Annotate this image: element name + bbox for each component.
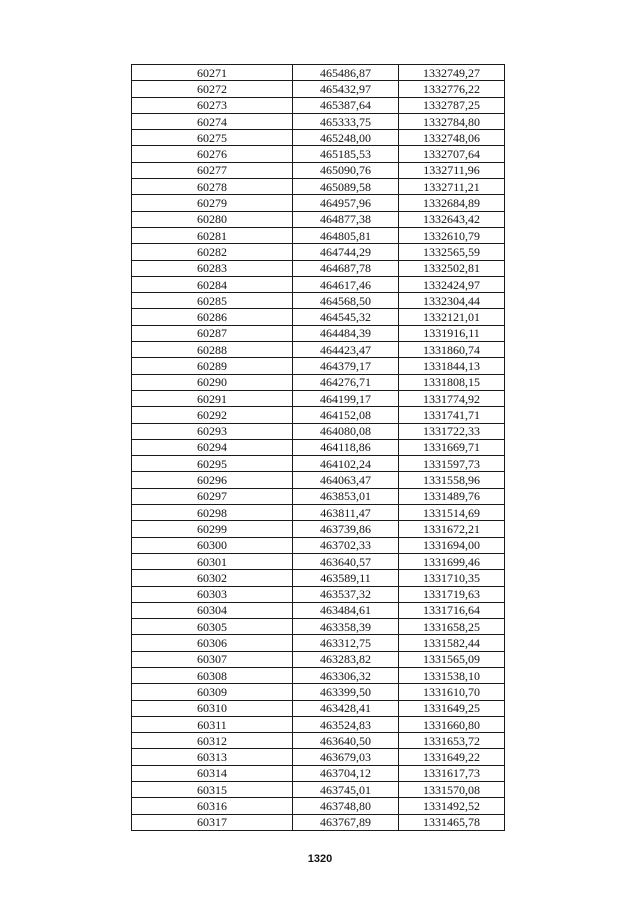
point-id-cell: 60300 bbox=[132, 537, 293, 553]
y-coordinate-cell: 1331649,25 bbox=[399, 700, 505, 716]
table-row bbox=[132, 276, 505, 292]
x-coordinate-cell: 464687,78 bbox=[293, 260, 399, 276]
table-row bbox=[132, 570, 505, 586]
x-coordinate-cell: 463312,75 bbox=[293, 635, 399, 651]
point-id-cell: 60280 bbox=[132, 211, 293, 227]
x-coordinate-cell: 465185,53 bbox=[293, 146, 399, 162]
table-row bbox=[132, 439, 505, 455]
y-coordinate-cell: 1332565,59 bbox=[399, 244, 505, 260]
y-coordinate-cell: 1331465,78 bbox=[399, 814, 505, 830]
point-id-cell: 60297 bbox=[132, 488, 293, 504]
table-row bbox=[132, 602, 505, 618]
table-row bbox=[132, 798, 505, 814]
point-id-cell: 60285 bbox=[132, 293, 293, 309]
y-coordinate-cell: 1331570,08 bbox=[399, 782, 505, 798]
x-coordinate-cell: 463428,41 bbox=[293, 700, 399, 716]
y-coordinate-cell: 1331649,22 bbox=[399, 749, 505, 765]
point-id-cell: 60311 bbox=[132, 716, 293, 732]
x-coordinate-cell: 464744,29 bbox=[293, 244, 399, 260]
y-coordinate-cell: 1331719,63 bbox=[399, 586, 505, 602]
x-coordinate-cell: 464199,17 bbox=[293, 390, 399, 406]
x-coordinate-cell: 465090,76 bbox=[293, 162, 399, 178]
table-row bbox=[132, 782, 505, 798]
point-id-cell: 60293 bbox=[132, 423, 293, 439]
x-coordinate-cell: 463306,32 bbox=[293, 667, 399, 683]
coordinates-table bbox=[131, 64, 505, 831]
table-row bbox=[132, 619, 505, 635]
x-coordinate-cell: 463358,39 bbox=[293, 619, 399, 635]
point-id-cell: 60309 bbox=[132, 684, 293, 700]
point-id-cell: 60291 bbox=[132, 390, 293, 406]
x-coordinate-cell: 465387,64 bbox=[293, 97, 399, 113]
point-id-cell: 60279 bbox=[132, 195, 293, 211]
point-id-cell: 60289 bbox=[132, 358, 293, 374]
x-coordinate-cell: 464545,32 bbox=[293, 309, 399, 325]
x-coordinate-cell: 463283,82 bbox=[293, 651, 399, 667]
y-coordinate-cell: 1331808,15 bbox=[399, 374, 505, 390]
x-coordinate-cell: 464568,50 bbox=[293, 293, 399, 309]
x-coordinate-cell: 463640,57 bbox=[293, 553, 399, 569]
table-row bbox=[132, 342, 505, 358]
y-coordinate-cell: 1332643,42 bbox=[399, 211, 505, 227]
y-coordinate-cell: 1331582,44 bbox=[399, 635, 505, 651]
table-row bbox=[132, 667, 505, 683]
point-id-cell: 60299 bbox=[132, 521, 293, 537]
table-row bbox=[132, 325, 505, 341]
y-coordinate-cell: 1332424,97 bbox=[399, 276, 505, 292]
x-coordinate-cell: 464118,86 bbox=[293, 439, 399, 455]
point-id-cell: 60277 bbox=[132, 162, 293, 178]
x-coordinate-cell: 463679,03 bbox=[293, 749, 399, 765]
table-row bbox=[132, 97, 505, 113]
y-coordinate-cell: 1331492,52 bbox=[399, 798, 505, 814]
y-coordinate-cell: 1331699,46 bbox=[399, 553, 505, 569]
point-id-cell: 60288 bbox=[132, 342, 293, 358]
x-coordinate-cell: 464080,08 bbox=[293, 423, 399, 439]
point-id-cell: 60317 bbox=[132, 814, 293, 830]
point-id-cell: 60282 bbox=[132, 244, 293, 260]
y-coordinate-cell: 1332784,80 bbox=[399, 113, 505, 129]
y-coordinate-cell: 1331844,13 bbox=[399, 358, 505, 374]
y-coordinate-cell: 1331660,80 bbox=[399, 716, 505, 732]
table-row bbox=[132, 537, 505, 553]
x-coordinate-cell: 463537,32 bbox=[293, 586, 399, 602]
x-coordinate-cell: 463399,50 bbox=[293, 684, 399, 700]
point-id-cell: 60292 bbox=[132, 407, 293, 423]
y-coordinate-cell: 1331916,11 bbox=[399, 325, 505, 341]
x-coordinate-cell: 465089,58 bbox=[293, 179, 399, 195]
y-coordinate-cell: 1332711,96 bbox=[399, 162, 505, 178]
y-coordinate-cell: 1331669,71 bbox=[399, 439, 505, 455]
table-row bbox=[132, 488, 505, 504]
x-coordinate-cell: 463704,12 bbox=[293, 765, 399, 781]
x-coordinate-cell: 464379,17 bbox=[293, 358, 399, 374]
point-id-cell: 60278 bbox=[132, 179, 293, 195]
y-coordinate-cell: 1332707,64 bbox=[399, 146, 505, 162]
y-coordinate-cell: 1332502,81 bbox=[399, 260, 505, 276]
y-coordinate-cell: 1332684,89 bbox=[399, 195, 505, 211]
y-coordinate-cell: 1332711,21 bbox=[399, 179, 505, 195]
x-coordinate-cell: 464423,47 bbox=[293, 342, 399, 358]
x-coordinate-cell: 464102,24 bbox=[293, 456, 399, 472]
point-id-cell: 60284 bbox=[132, 276, 293, 292]
table-row bbox=[132, 716, 505, 732]
y-coordinate-cell: 1331558,96 bbox=[399, 472, 505, 488]
x-coordinate-cell: 464617,46 bbox=[293, 276, 399, 292]
x-coordinate-cell: 463853,01 bbox=[293, 488, 399, 504]
y-coordinate-cell: 1332610,79 bbox=[399, 227, 505, 243]
table-row bbox=[132, 358, 505, 374]
table-row bbox=[132, 635, 505, 651]
y-coordinate-cell: 1331722,33 bbox=[399, 423, 505, 439]
x-coordinate-cell: 465333,75 bbox=[293, 113, 399, 129]
table-row bbox=[132, 195, 505, 211]
x-coordinate-cell: 464957,96 bbox=[293, 195, 399, 211]
page-number: 1320 bbox=[307, 853, 333, 865]
point-id-cell: 60305 bbox=[132, 619, 293, 635]
point-id-cell: 60304 bbox=[132, 602, 293, 618]
x-coordinate-cell: 464805,81 bbox=[293, 227, 399, 243]
point-id-cell: 60274 bbox=[132, 113, 293, 129]
table-row bbox=[132, 521, 505, 537]
x-coordinate-cell: 463484,61 bbox=[293, 602, 399, 618]
point-id-cell: 60287 bbox=[132, 325, 293, 341]
x-coordinate-cell: 465486,87 bbox=[293, 65, 399, 81]
table-row bbox=[132, 293, 505, 309]
table-row bbox=[132, 146, 505, 162]
x-coordinate-cell: 463640,50 bbox=[293, 733, 399, 749]
table-row bbox=[132, 651, 505, 667]
table-row bbox=[132, 423, 505, 439]
table-row bbox=[132, 374, 505, 390]
x-coordinate-cell: 464063,47 bbox=[293, 472, 399, 488]
y-coordinate-cell: 1331538,10 bbox=[399, 667, 505, 683]
point-id-cell: 60314 bbox=[132, 765, 293, 781]
x-coordinate-cell: 464484,39 bbox=[293, 325, 399, 341]
y-coordinate-cell: 1331741,71 bbox=[399, 407, 505, 423]
x-coordinate-cell: 463767,89 bbox=[293, 814, 399, 830]
table-row bbox=[132, 162, 505, 178]
x-coordinate-cell: 463739,86 bbox=[293, 521, 399, 537]
point-id-cell: 60276 bbox=[132, 146, 293, 162]
x-coordinate-cell: 464877,38 bbox=[293, 211, 399, 227]
y-coordinate-cell: 1331710,35 bbox=[399, 570, 505, 586]
table-row bbox=[132, 179, 505, 195]
x-coordinate-cell: 464152,08 bbox=[293, 407, 399, 423]
point-id-cell: 60301 bbox=[132, 553, 293, 569]
y-coordinate-cell: 1331597,73 bbox=[399, 456, 505, 472]
point-id-cell: 60295 bbox=[132, 456, 293, 472]
point-id-cell: 60303 bbox=[132, 586, 293, 602]
y-coordinate-cell: 1331774,92 bbox=[399, 390, 505, 406]
point-id-cell: 60302 bbox=[132, 570, 293, 586]
x-coordinate-cell: 463811,47 bbox=[293, 505, 399, 521]
table-row bbox=[132, 749, 505, 765]
table-row bbox=[132, 553, 505, 569]
point-id-cell: 60315 bbox=[132, 782, 293, 798]
y-coordinate-cell: 1332749,27 bbox=[399, 65, 505, 81]
table-row bbox=[132, 244, 505, 260]
table-row bbox=[132, 65, 505, 81]
y-coordinate-cell: 1332787,25 bbox=[399, 97, 505, 113]
table-row bbox=[132, 113, 505, 129]
table-row bbox=[132, 260, 505, 276]
y-coordinate-cell: 1332776,22 bbox=[399, 81, 505, 97]
point-id-cell: 60313 bbox=[132, 749, 293, 765]
y-coordinate-cell: 1331653,72 bbox=[399, 733, 505, 749]
point-id-cell: 60312 bbox=[132, 733, 293, 749]
table-row bbox=[132, 814, 505, 830]
point-id-cell: 60281 bbox=[132, 227, 293, 243]
coordinates-table-body bbox=[132, 65, 505, 831]
table-row bbox=[132, 456, 505, 472]
x-coordinate-cell: 463524,83 bbox=[293, 716, 399, 732]
point-id-cell: 60286 bbox=[132, 309, 293, 325]
table-row bbox=[132, 472, 505, 488]
table-row bbox=[132, 700, 505, 716]
point-id-cell: 60294 bbox=[132, 439, 293, 455]
point-id-cell: 60308 bbox=[132, 667, 293, 683]
y-coordinate-cell: 1331565,09 bbox=[399, 651, 505, 667]
table-row bbox=[132, 211, 505, 227]
point-id-cell: 60306 bbox=[132, 635, 293, 651]
point-id-cell: 60316 bbox=[132, 798, 293, 814]
y-coordinate-cell: 1332121,01 bbox=[399, 309, 505, 325]
y-coordinate-cell: 1331672,21 bbox=[399, 521, 505, 537]
table-row bbox=[132, 130, 505, 146]
table-row bbox=[132, 733, 505, 749]
y-coordinate-cell: 1331617,73 bbox=[399, 765, 505, 781]
table-row bbox=[132, 309, 505, 325]
point-id-cell: 60283 bbox=[132, 260, 293, 276]
y-coordinate-cell: 1331716,64 bbox=[399, 602, 505, 618]
x-coordinate-cell: 464276,71 bbox=[293, 374, 399, 390]
point-id-cell: 60307 bbox=[132, 651, 293, 667]
y-coordinate-cell: 1331610,70 bbox=[399, 684, 505, 700]
point-id-cell: 60271 bbox=[132, 65, 293, 81]
x-coordinate-cell: 463745,01 bbox=[293, 782, 399, 798]
y-coordinate-cell: 1331489,76 bbox=[399, 488, 505, 504]
point-id-cell: 60272 bbox=[132, 81, 293, 97]
y-coordinate-cell: 1331694,00 bbox=[399, 537, 505, 553]
y-coordinate-cell: 1332748,06 bbox=[399, 130, 505, 146]
point-id-cell: 60310 bbox=[132, 700, 293, 716]
table-row bbox=[132, 684, 505, 700]
x-coordinate-cell: 463702,33 bbox=[293, 537, 399, 553]
point-id-cell: 60298 bbox=[132, 505, 293, 521]
table-row bbox=[132, 390, 505, 406]
x-coordinate-cell: 465432,97 bbox=[293, 81, 399, 97]
table-row bbox=[132, 227, 505, 243]
table-row bbox=[132, 505, 505, 521]
table-row bbox=[132, 407, 505, 423]
table-row bbox=[132, 81, 505, 97]
point-id-cell: 60290 bbox=[132, 374, 293, 390]
y-coordinate-cell: 1331514,69 bbox=[399, 505, 505, 521]
point-id-cell: 60275 bbox=[132, 130, 293, 146]
point-id-cell: 60296 bbox=[132, 472, 293, 488]
table-row bbox=[132, 765, 505, 781]
table-row bbox=[132, 586, 505, 602]
y-coordinate-cell: 1331658,25 bbox=[399, 619, 505, 635]
point-id-cell: 60273 bbox=[132, 97, 293, 113]
x-coordinate-cell: 463589,11 bbox=[293, 570, 399, 586]
x-coordinate-cell: 465248,00 bbox=[293, 130, 399, 146]
x-coordinate-cell: 463748,80 bbox=[293, 798, 399, 814]
y-coordinate-cell: 1331860,74 bbox=[399, 342, 505, 358]
y-coordinate-cell: 1332304,44 bbox=[399, 293, 505, 309]
